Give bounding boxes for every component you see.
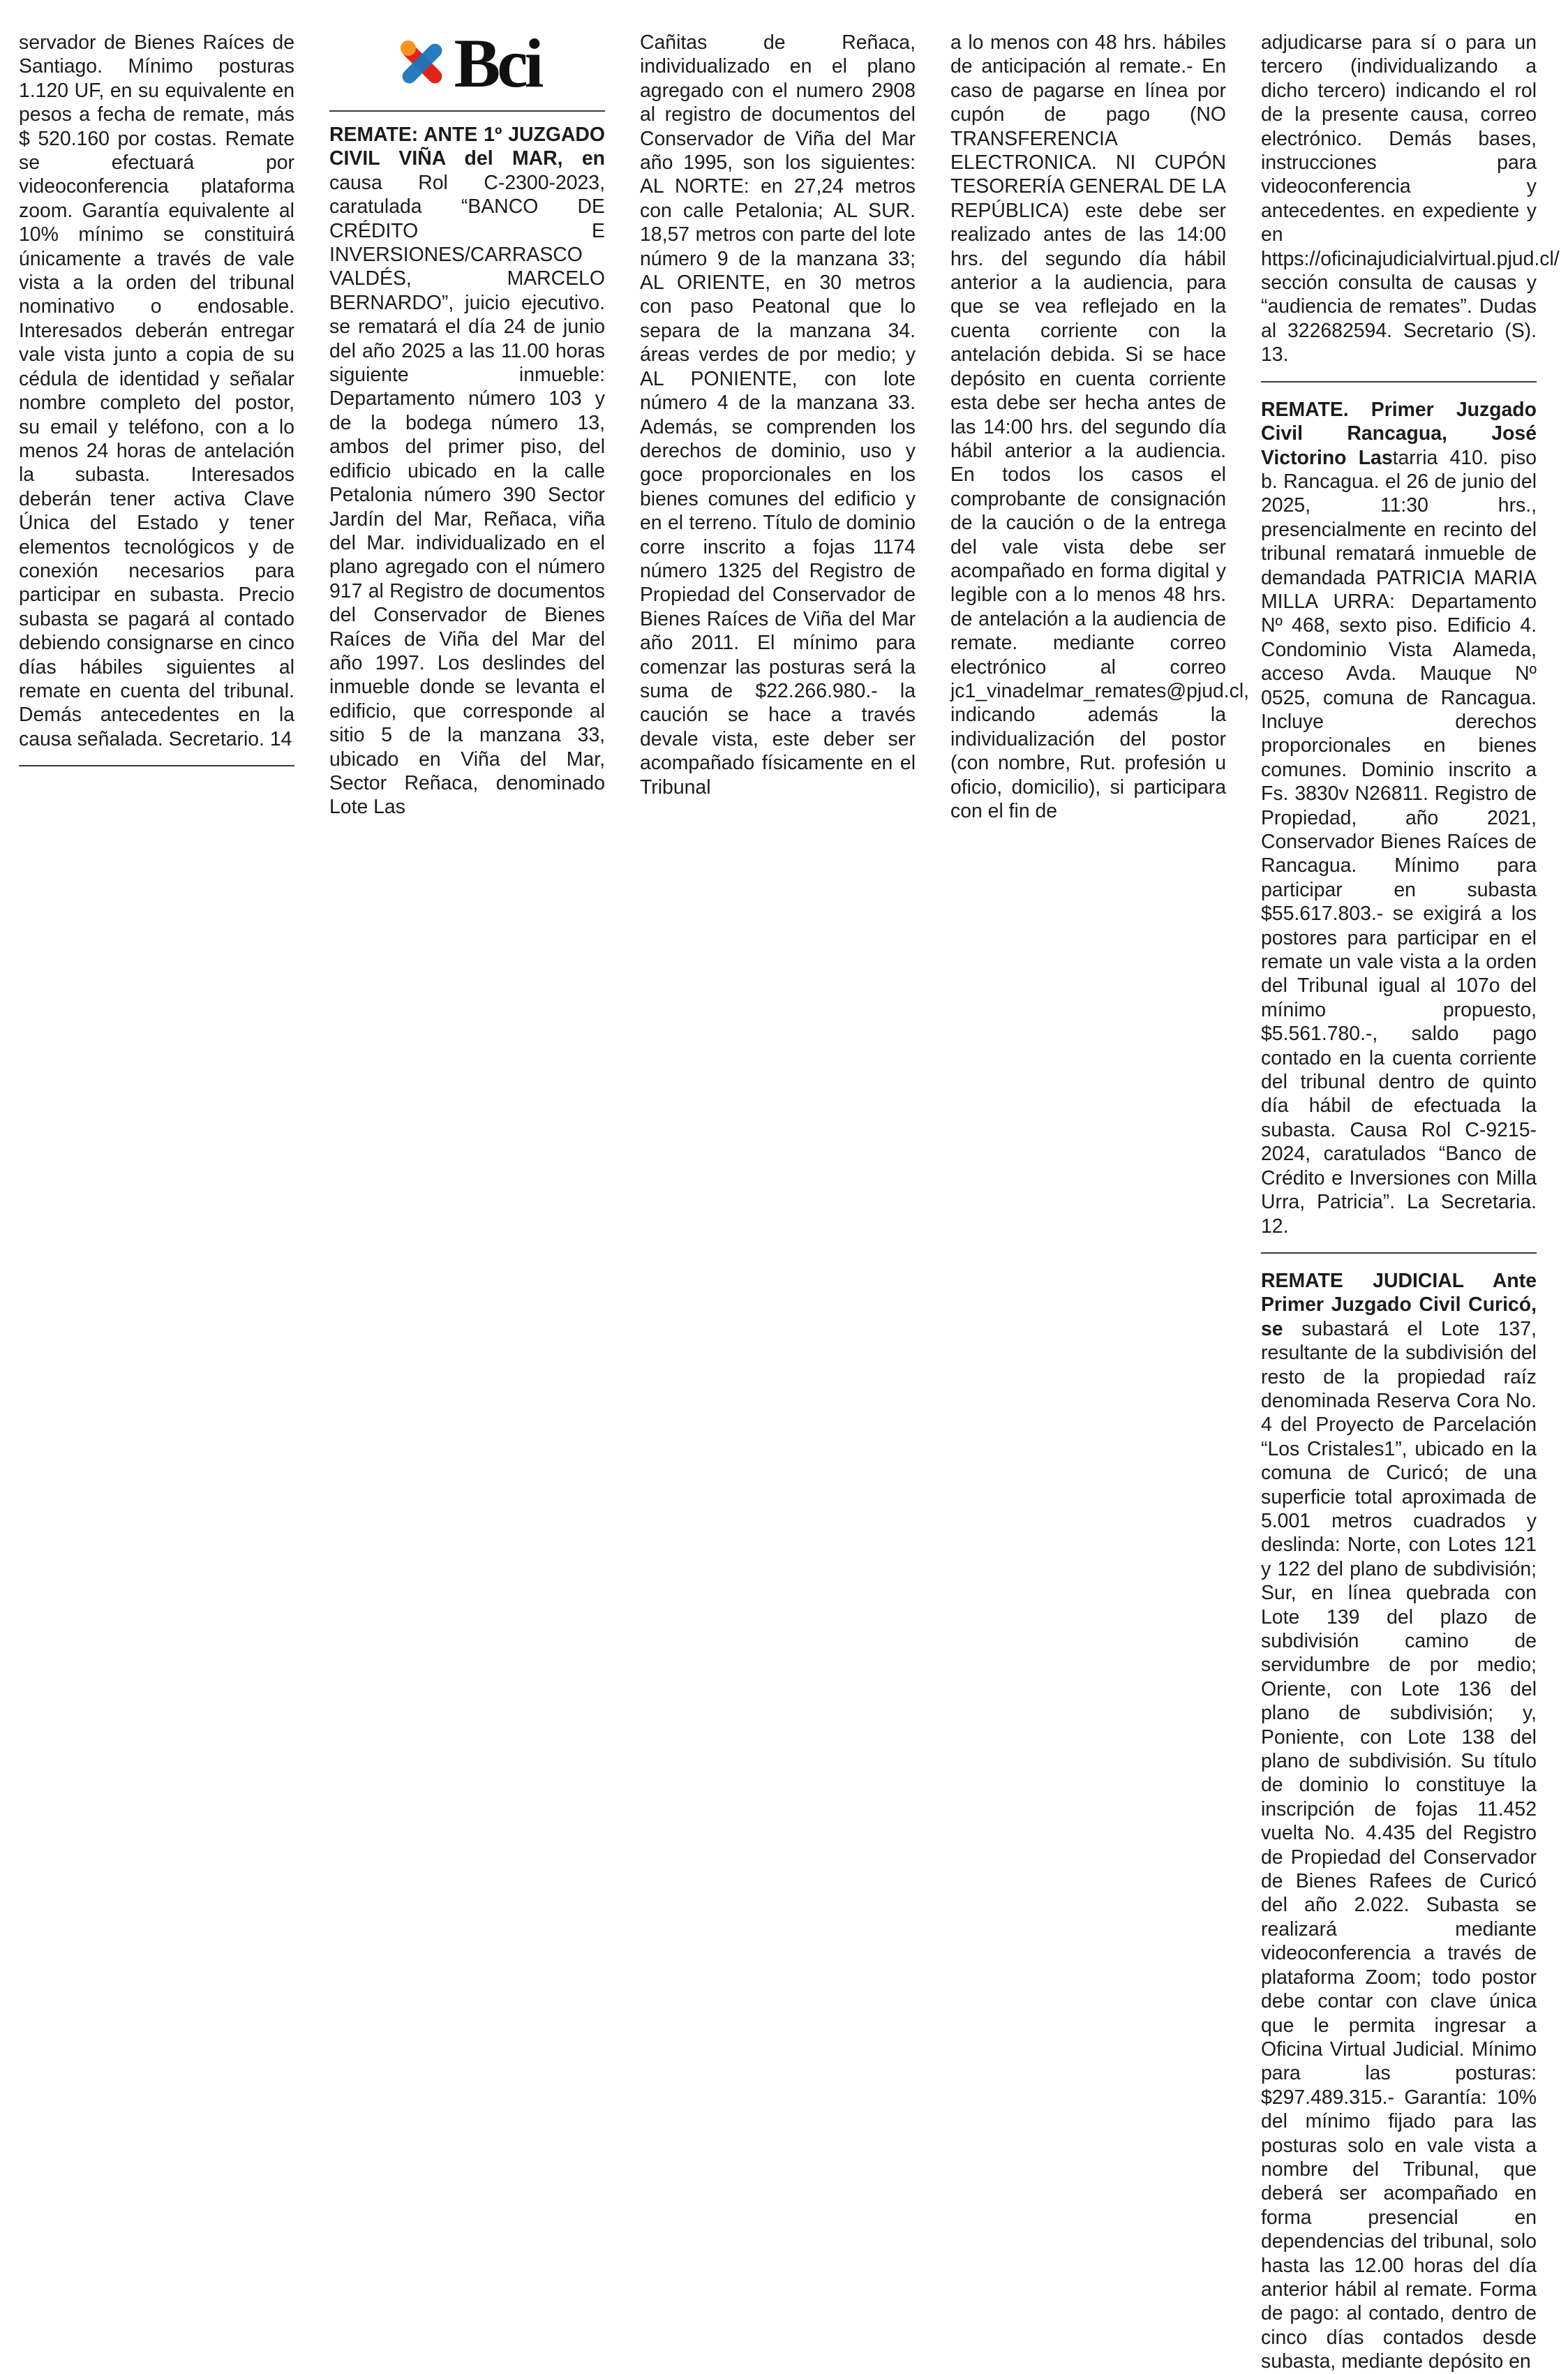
notice-vina-heading: REMATE: ANTE 1º JUZGADO CIVIL VIÑA del MAR, en	[329, 124, 605, 170]
notice-vina-text-part2: Cañitas de Reñaca, individualizado en el plano agregado con el numero 2908 al registro de documentos del Conservador de Viña del Mar año 1995, son los siguientes: AL NORTE: en 27,24 metros con calle Petalonia; AL SUR. 18,57 metros con parte del lote número 9 de la manzana 33; AL ORIENTE, en 30 metros con paso Peatonal que lo separa de la manzana 34. áreas verdes de por medio; y AL PONIENTE, con lote número 4 de la manzana 33. Además, se comprenden los derechos de dominio, uso y goce proporcionales en los bienes comunes del edificio y en el terreno. Título de dominio corre inscrito a fojas 1174 número 1325 del Registro de Propiedad del Conservador de Bienes Raíces de Viña del Mar año 2011. El mínimo para comenzar las posturas será la suma de $22.266.980.- la caución se hace a través devale vista, este deber ser acompañado físicamente en el Tribunal	[640, 31, 916, 799]
notice-continuation-text: servador de Bienes Raíces de Santiago. Mínimo posturas 1.120 UF, en su equivalente en pesos a fecha de remate, más $ 520.160 por costas. Remate se efectuará por videoconferencia plataforma zoom. Garantía equivalente al 10% mínimo se constituirá únicamente a través de vale vista a la orden del tribunal nominativo o endosable. Interesados deberán entregar vale vista junto a copia de su cédula de identidad y señalar nombre completo del postor, su email y teléfono, con a lo menos 24 horas de antelación la subasta. Interesados deberán tener activa Clave Única del Estado y tener elementos tecnológicos y de conexión necesarios para participar en subasta. Precio subasta se pagará al contado debiendo consignarse en cinco días hábiles siguientes al remate en cuenta del tribunal. Demás antecedentes en la causa señalada. Secretario. 14	[19, 31, 294, 750]
column-1	[19, 31, 294, 782]
notice-curico-heading: REMATE JUDICIAL Ante Primer Juzgado Civil Curicó, se	[1261, 1269, 1537, 1340]
column-2	[329, 24, 605, 819]
bci-logo-icon	[394, 36, 450, 91]
notice-rancagua-heading: REMATE. Primer Juzgado Civil Rancagua, José Victorino Las	[1261, 398, 1537, 469]
notice-vina	[329, 123, 605, 819]
notice-rancagua	[1261, 398, 1537, 1238]
notice-vina-text-part1: causa Rol C-2300-2023, caratulada “BANCO DE CRÉDITO E INVERSIONES/CARRASCO VALDÉS, MARCELO BERNARDO”, juicio ejecutivo. se rematará el día 24 de junio del año 2025 a las 11.00 horas siguiente inmueble: Departamento número 103 y de la bodega número 13, ambos del primer piso, del edificio ubicado en la calle Petalonia número 390 Sector Jardín del Mar, Reñaca, viña del Mar. individualizado en el plano agregado con el número 917 al Registro de documentos del Conservador de Bienes Raíces de Viña del Mar del año 1997. Los deslindes del inmueble donde se levanta el edificio, que corresponde al sitio 5 de la manzana 33, ubicado en Viña del Mar, Sector Reñaca, denominado Lote Las	[329, 171, 605, 819]
notice-divider	[1261, 1252, 1537, 1254]
column-4	[950, 31, 1250, 823]
column-5	[1261, 31, 1560, 2374]
notice-curico	[1261, 1269, 1537, 2374]
notice-vina-text-part4: adjudicarse para sí o para un tercero (individualizando a dicho tercero) indicando el rol de la presente causa, correo electrónico. Demás bases, instrucciones para videoconferencia y antecedentes. en expediente y en https://oficinajudicialvirtual.pjud.cl/ sección consulta de causas y “audiencia de remates”. Dudas al 322682594. Secretario (S). 13.	[1261, 31, 1560, 366]
notice-divider	[1261, 381, 1537, 383]
column-3	[640, 31, 916, 799]
bci-logo-wordmark: Bci	[454, 24, 541, 102]
column-divider	[19, 765, 294, 766]
bci-logo-orange-dot	[401, 40, 416, 56]
logo-divider	[329, 110, 605, 112]
notice-rancagua-text: tarria 410. piso b. Rancagua. el 26 de junio del 2025, 11:30 hrs., presencialmente en recinto del tribunal rematará inmueble de demandada PATRICIA MARIA MILLA URRA: Departamento Nº 468, sexto piso. Edificio 4. Condominio Vista Alameda, acceso Avda. Mauque Nº 0525, comuna de Rancagua. Incluye derechos proporcionales en bienes comunes. Dominio inscrito a Fs. 3830v N26811. Registro de Propiedad, año 2021, Conservador Bienes Raíces de Rancagua. Mínimo para participar en subasta $55.617.803.- se exigirá a los postores para participar en el remate un vale vista a la orden del Tribunal igual al 107o del mínimo propuesto, $5.561.780.-, saldo pago contado en la cuenta corriente del tribunal dentro de quinto día hábil de efectuada la subasta. Causa Rol C-9215-2024, caratulados “Banco de Crédito e Inversiones con Milla Urra, Patricia”. La Secretaria. 12.	[1261, 446, 1537, 1238]
notice-vina-text-part3: a lo menos con 48 hrs. hábiles de anticipación al remate.- En caso de pagarse en línea por cupón de pago (NO TRANSFERENCIA ELECTRONICA. NI CUPÓN TESORERÍA GENERAL DE LA REPÚBLICA) este debe ser realizado antes de las 14:00 hrs. del segundo día hábil anterior a la audiencia, para que se vea reflejado en la cuenta corriente con la antelación debida. Si se hace depósito en cuenta corriente esta debe ser hecha antes de las 14:00 hrs. del segundo día hábil anterior a la audiencia. En todos los casos el comprobante de consignación de la caución o de la entrega del vale vista debe ser acompañado en forma digital y legible con a lo menos 48 hrs. de antelación a la audiencia de remate. mediante correo electrónico al correo jc1_vinadelmar_remates@pjud.cl, indicando además la individualización del postor (con nombre, Rut. profesión u oficio, domicilio), si participara con el fin de	[950, 31, 1250, 822]
notice-curico-text: subastará el Lote 137, resultante de la subdivisión del resto de la propiedad raíz denominada Reserva Cora No. 4 del Proyecto de Parcelación “Los Cristales1”, ubicado en la comuna de Curicó; de una superficie total aproximada de 5.001 metros cuadrados y deslinda: Norte, con Lotes 121 y 122 del plano de subdivisión; Sur, en línea quebrada con Lote 139 del plazo de subdivisión camino de servidumbre de por medio; Oriente, con Lote 136 del plano de subdivisión; y, Poniente, con Lote 138 del plano de subdivisión. Su título de dominio lo constituye la inscripción de fojas 11.452 vuelta No. 4.435 del Registro de Propiedad del Conservador de Bienes Rafees de Curicó del año 2.022. Subasta se realizará mediante videoconferencia a través de plataforma Zoom; todo postor debe contar con clave única que le permita ingresar a Oficina Virtual Judicial. Mínimo para las posturas: $297.489.315.- Garantía: 10% del mínimo fijado para las posturas solo en vale vista a nombre del Tribunal, que deberá ser acompañado en forma presencial en dependencias del tribunal, solo hasta las 12.00 horas del día anterior hábil al remate. Forma de pago: al contado, dentro de cinco días contados desde subasta, mediante depósito en	[1261, 1317, 1537, 2373]
bci-logo	[329, 21, 605, 106]
